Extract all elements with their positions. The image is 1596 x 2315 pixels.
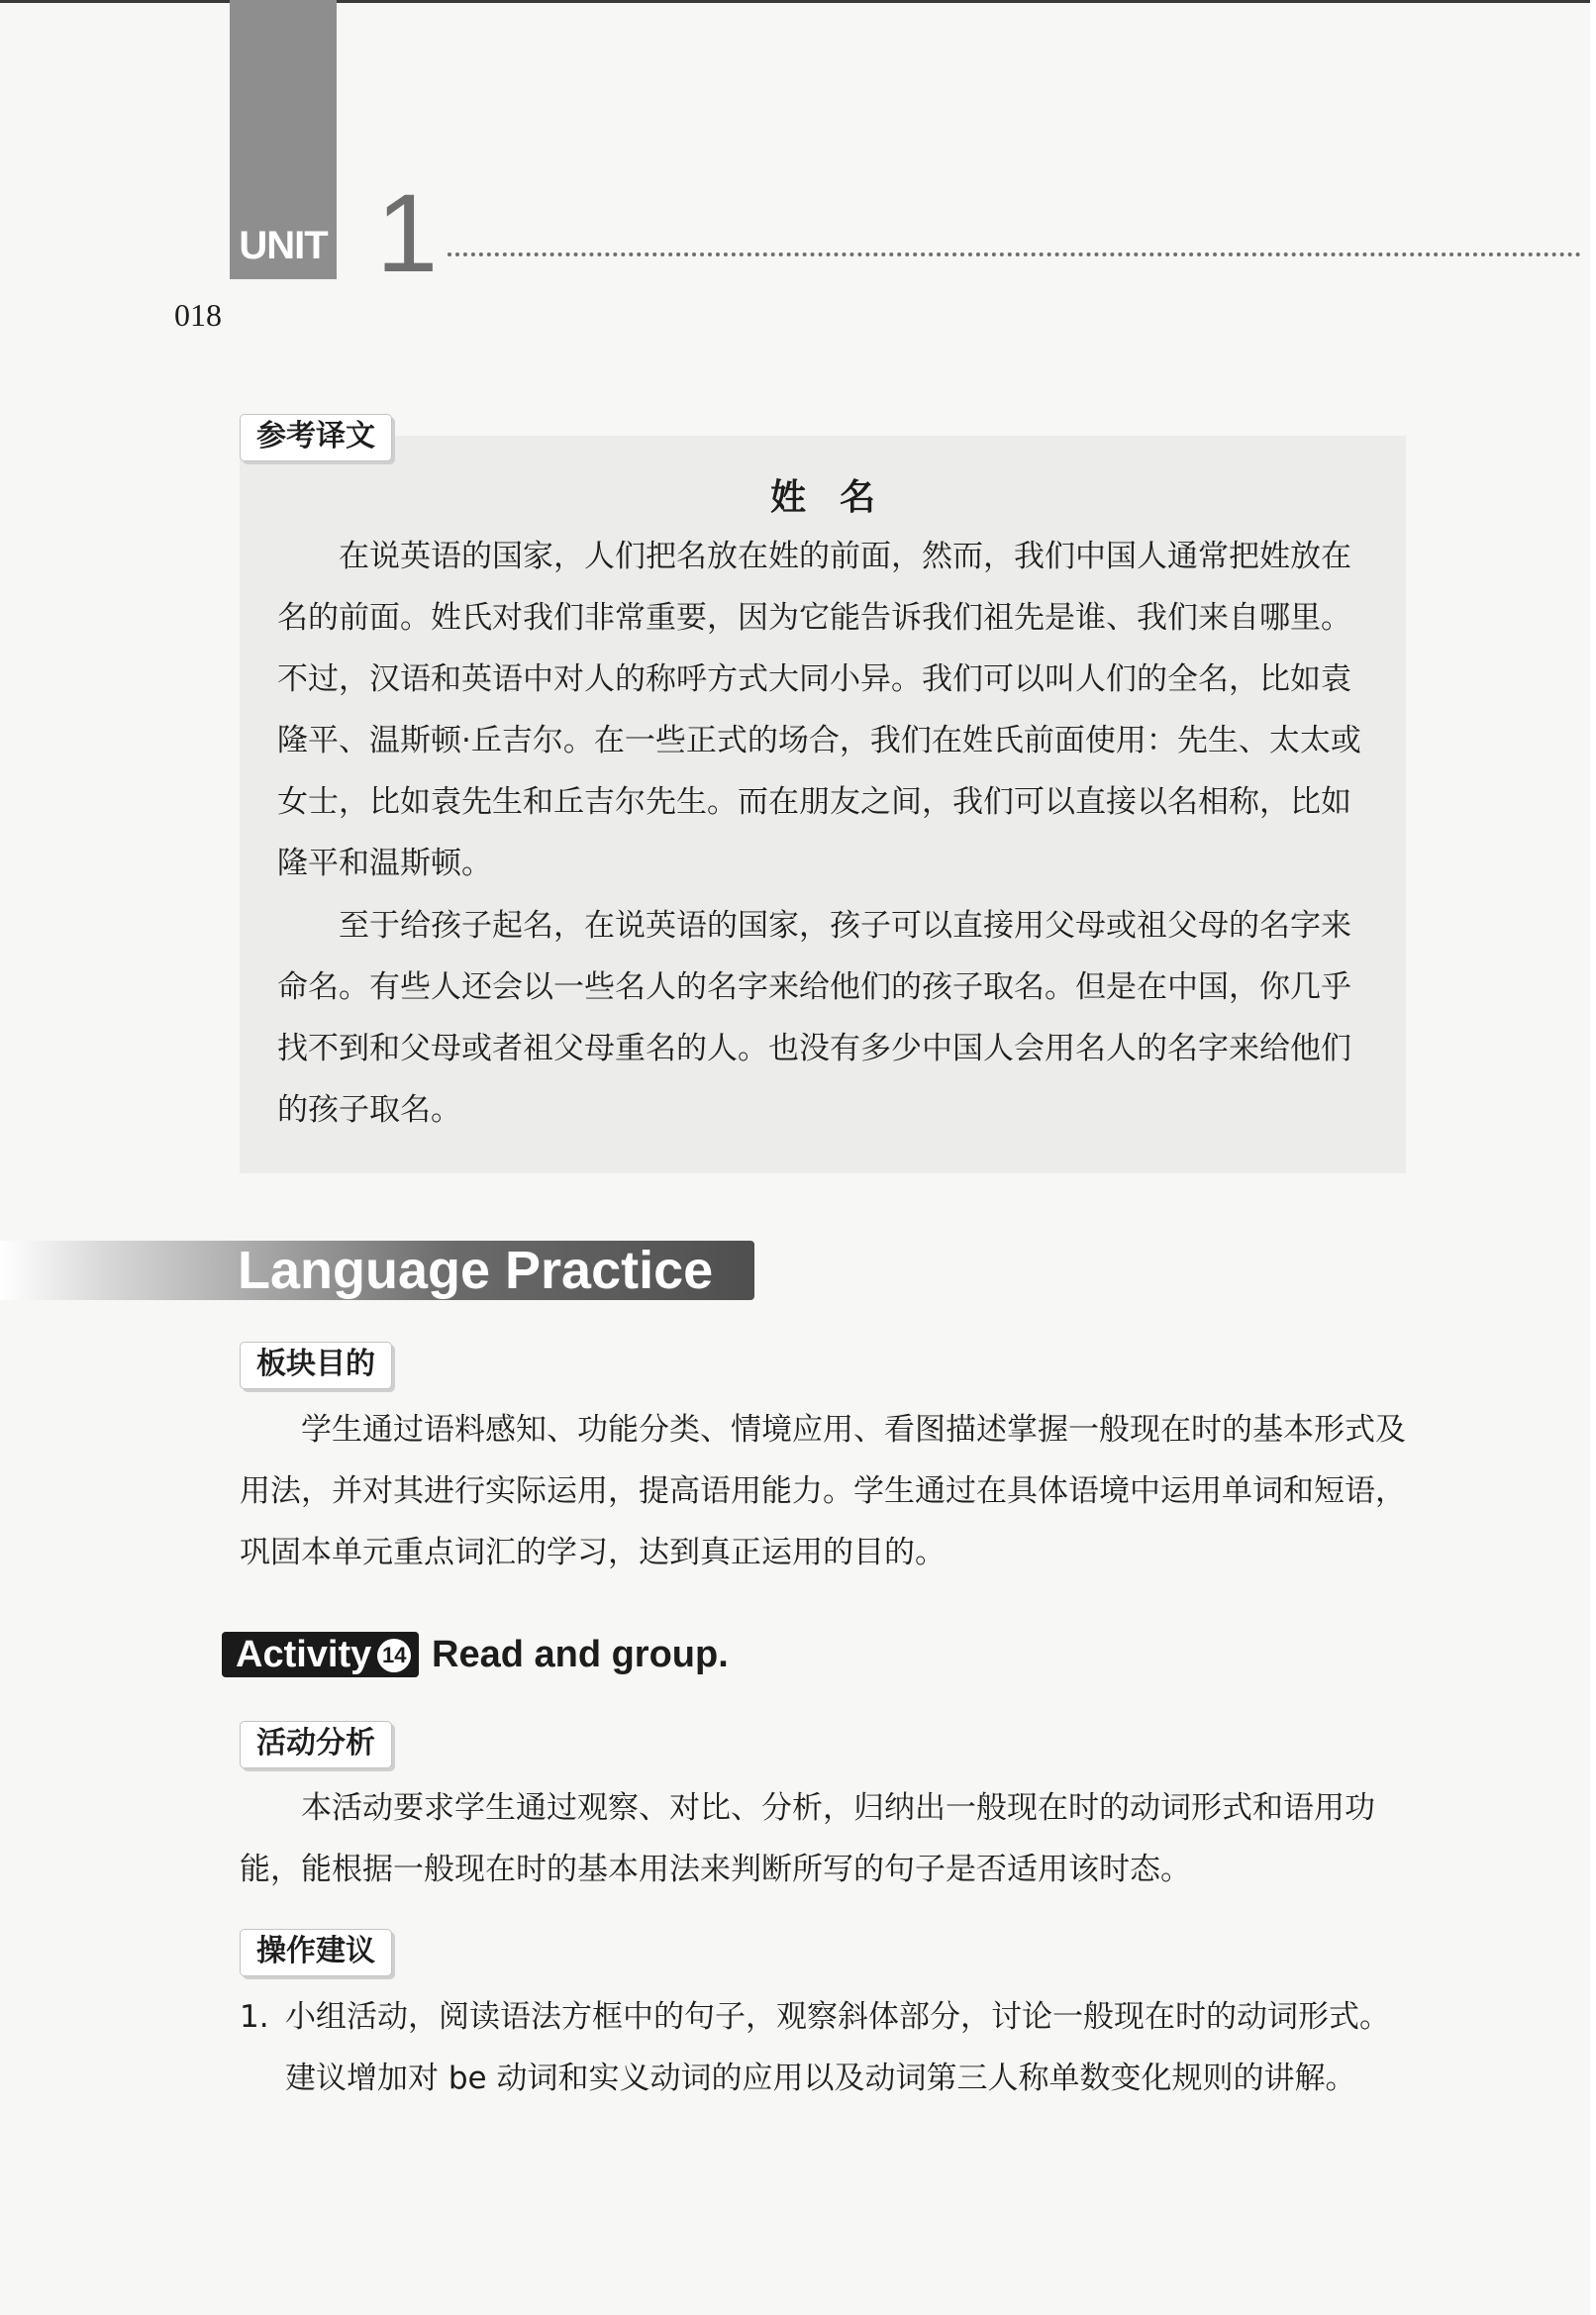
activity-number-badge: 14: [377, 1639, 411, 1672]
page-right-edge: [1590, 0, 1596, 2315]
translation-tag: 参考译文: [240, 414, 392, 461]
translation-paragraph-1: 在说英语的国家，人们把名放在姓的前面，然而，我们中国人通常把姓放在名的前面。姓氏对我们非常重要，因为它能告诉我们祖先是谁、我们来自哪里。不过，汉语和英语中对人的称呼方式大同小异。我们可以叫人们的全名，比如袁隆平、温斯顿·丘吉尔。在一些正式的场合，我们在姓氏前面使用：先生、太太或女士，比如袁先生和丘吉尔先生。而在朋友之间，我们可以直接以名相称，比如隆平和温斯顿。: [277, 539, 1361, 881]
activity-title: Read and group.: [432, 1634, 729, 1675]
unit-number: 1: [376, 171, 439, 295]
section-title: Language Practice: [238, 1241, 714, 1300]
suggestion-item-1: [240, 1986, 1408, 2109]
suggestion-item-marker: 1.: [240, 1999, 269, 2035]
activity-badge: [222, 1632, 419, 1677]
goal-paragraph: 学生通过语料感知、功能分类、情境应用、看图描述掌握一般现在时的基本形式及用法，并对其进行实际运用，提高语用能力。学生通过在具体语境中运用单词和短语，巩固本单元重点词汇的学习，达到真正运用的目的。: [240, 1412, 1406, 1570]
suggestion-item-text: 小组活动，阅读语法方框中的句子，观察斜体部分，讨论一般现在时的动词形式。建议增加对 be 动词和实义动词的应用以及动词第三人称单数变化规则的讲解。: [285, 1999, 1390, 2096]
article-title: 姓名: [769, 477, 909, 518]
translation-paragraph-2: 至于给孩子起名，在说英语的国家，孩子可以直接用父母或祖父母的名字来命名。有些人还会以一些名人的名字来给他们的孩子取名。但是在中国，你几乎找不到和父母或者祖父母重名的人。也没有多少中国人会用名人的名字来给他们的孩子取名。: [277, 908, 1351, 1128]
goal-tag: 板块目的: [240, 1342, 392, 1389]
analysis-tag: 活动分析: [240, 1721, 392, 1768]
analysis-paragraph: 本活动要求学生通过观察、对比、分析，归纳出一般现在时的动词形式和语用功能，能根据一般现在时的基本用法来判断所写的句子是否适用该时态。: [240, 1790, 1375, 1887]
unit-label: UNIT: [239, 224, 328, 267]
suggestions-tag: 操作建议: [240, 1929, 392, 1976]
unit-dotted-rule: [448, 252, 1581, 256]
activity-label: Activity: [236, 1634, 372, 1675]
page-number: 018: [174, 297, 222, 333]
